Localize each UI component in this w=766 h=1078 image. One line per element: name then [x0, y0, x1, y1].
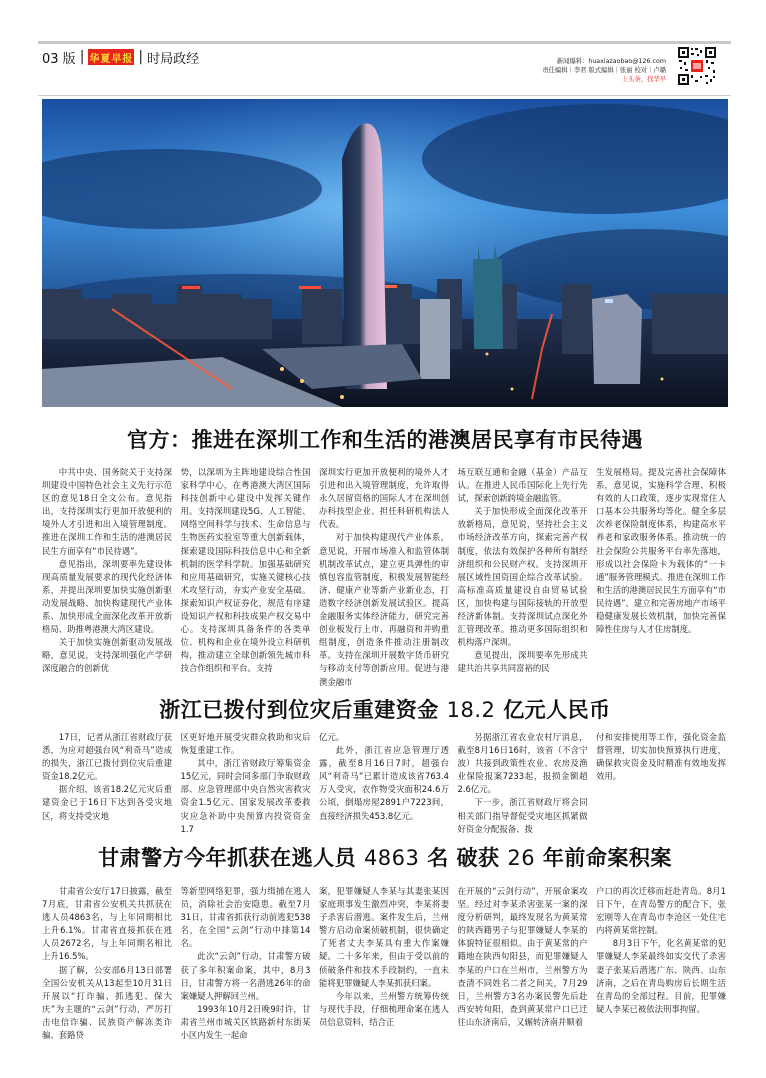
paragraph: 亿元。: [319, 732, 345, 742]
paragraph: 意见指出，深圳要率先建设体现高质量发展要求的现代化经济体系，并提出深圳要加快实施创新驱动发展战略、加快构建现代产业体系、加快形成全面深化改革开放新格局、助推粤港澳大湾区建设。: [42, 558, 172, 635]
headline-text: 亿元人民币: [503, 698, 611, 722]
divider: |: [138, 49, 144, 65]
paragraph: 等新型网络犯罪，强力缉捕在逃人员，消除社会治安隐患。截至7月31日，甘肃省抓获行动前逃犯538名，在全国“云剑”行动中排第14名。: [180, 886, 311, 949]
paragraph: 对于加快构建现代产业体系，意见说，开展市场准入和监管体制机制改革试点，建立更具弹性的审慎包容监管制度，积极发展智能经济、健康产业等新产业新业态，打造数字经济创新发展试验区。提高金融服务实体经济能力，研究完善创业板发行上市、再融资和并购重组制度，创造条件推动注册制改革。支持在深圳开展数字货币研究与移动支付等创新应用。促进与港澳金融市: [319, 532, 449, 686]
paragraph: 另据浙江省农业农村厅消息，截至8月16日16时，该省（不含宁波）共接到政策性农业、农房及渔业保险报案7233起，报损金额超2.6亿元。: [457, 732, 588, 795]
paragraph: 在开展的“云剑行动”，开展命案攻坚。经过对李某杀害张某一案的深度分析研判，最终发现名为黄某常的陕西籍男子与犯罪嫌疑人李某的体貌特征很相似。由于黄某常的户籍地在陕西旬阳县，而犯罪嫌疑人李某的户口在兰州市，兰州警方为查清不同姓名二者之间关，7月29日，兰州警方3名办案民警先后赴西安转旬阳，查到黄某常户口已迁往山东济南后，又辗转济南并顺着: [457, 886, 588, 1027]
article-2-headline: [40, 694, 730, 724]
paragraph: 关于加快形成全面深化改革开放新格局，意见说，坚持社会主义市场经济改革方向，探索完善产权制度，依法有效保护各种所有制经济组织和公民财产权。支持深圳开展区域性国资国企综合改革试验。高标准高质量建设自由贸易试验区，加快构建与国际接轨的开放型经济新体制。支持深圳试点深化外汇管理改革。推动更多国际组织和机构落户深圳。: [457, 506, 588, 648]
paragraph: 1993年10月2日晚9时许，甘肃省兰州市城关区铁路新村东街某小区内发生一起命: [180, 1003, 311, 1041]
paragraph: 案，犯罪嫌疑人李某与其妻张某因家庭琐事发生激烈冲突，李某将妻子杀害后潜逃。案件发生后，兰州警方启动命案侦破机制，很快确定了死者丈夫李某具有重大作案嫌疑。二十多年来，但由于受以前的侦破条件和技术手段制约，一直未能将犯罪嫌疑人李某抓获归案。: [319, 886, 449, 988]
masthead-info: [542, 57, 666, 84]
paper-logo: 华夏早报: [88, 49, 134, 65]
article-column: [458, 466, 588, 686]
paragraph: 甘肃省公安厅17日披露，截至7月底，甘肃省公安机关共抓获在逃人员4863名，与上年同期相比上升6.1%。甘肃省直接抓获在逃人员2672名，与上年同期名相比上升16.5%。: [42, 886, 172, 962]
editors-line: 责任编辑｜李君 版式编辑｜张丽 校对｜卢璐: [542, 67, 666, 74]
paragraph: 据了解，公安部6月13日部署全国公安机关从13起至10月31日开展以“打诈骗、抓逃犯、保大庆”为主题的“云剑”行动，严厉打击电信诈骗、民族资产解冻类诈骗、套路贷: [42, 964, 172, 1041]
paragraph: 其中，浙江省财政厅筹集资金15亿元，同时会同多部门争取财政部、应急管理部中央自然灾害救灾资金1.5亿元、国家发展改革委救灾应急补助中央预算内投资资金1.7: [180, 758, 311, 834]
shenzhen-skyline-photo: [42, 99, 728, 407]
article-column: [181, 731, 311, 843]
headline-text: 名 破获: [427, 846, 500, 870]
article-3-headline: [40, 842, 730, 872]
headline-text: 浙江已拨付到位灾后重建资金: [159, 698, 439, 722]
article-1-body: [42, 466, 732, 686]
article-column: [319, 731, 449, 843]
header-rule: [38, 41, 731, 44]
paragraph: 今年以来，兰州警方统筹传统与现代手段，仔细梳理命案在逃人员信息资料，结合正: [319, 990, 449, 1027]
paragraph: 此次“云剑”行动，甘肃警方破获了多年积案命案，其中，8月3日，甘肃警方将一名潜逃26年的命案嫌疑人押解回兰州。: [180, 951, 311, 1001]
paragraph: 中共中央、国务院关于支持深圳建设中国特色社会主义先行示范区的意见18日全文公布。意见指出，支持深圳实行更加开放便利的境外人才引进和出入境管理制度。推进在深圳工作和生活的港澳居民民生方面享有“市民待遇”。: [42, 467, 172, 556]
page-number: 03 版: [42, 51, 76, 67]
paragraph: 深圳实行更加开放便利的境外人才引进和出入境管理制度，允许取得永久居留资格的国际人才在深圳创办科技型企业、担任科研机构法人代表。: [319, 467, 449, 530]
paragraph: 势，以深圳为主阵地建设综合性国家科学中心，在粤港澳大湾区国际科技创新中心建设中发挥关键作用。支持深圳建设5G、人工智能、网络空间科学与技术、生命信息与生物医药实验室等重大创新载体，探索建设国际科技信息中心和全新机制的医学科学院。加强基础研究和应用基础研究，实施关键核心技术攻坚行动，夯实产业安全基础。探索知识产权证券化，规范有序建设知识产权和科技成果产权交易中心。支持深圳具备条件的各类单位、机构和企业在境外设立科研机构，推动建立全球创新领先城市科技合作组织和平台。支持: [180, 467, 311, 674]
headline-number: 18.2: [446, 698, 496, 722]
article-column: [596, 731, 726, 843]
article-2-body: [42, 731, 732, 843]
qr-code-icon: [677, 46, 717, 86]
slogan: 上头条，找华早: [621, 76, 666, 83]
header-separator: [38, 95, 731, 96]
paragraph: 8月3日下午，化名黄某常的犯罪嫌疑人李某最终如实交代了杀害妻子张某后潜逃广东、陕西、山东济南，之后在青岛购房后长期生活在青岛的全部过程。目前，犯罪嫌疑人李某已被依法刑事拘留。: [596, 938, 726, 1014]
article-column: [596, 885, 726, 1065]
paragraph: 户口的再次迁移而赶赴青岛。8月1日下午，在青岛警方的配合下，张宏刚等人在青岛市李沧区一处住宅内将黄某常控制。: [596, 886, 726, 936]
page-header: [42, 47, 199, 67]
paragraph: 关于加快实施创新驱动发展战略，意见说，支持深圳强化产学研深度融合的创新优: [42, 637, 172, 674]
article-1-headline: 官方：推进在深圳工作和生活的港澳居民享有市民待遇: [127, 428, 643, 452]
paragraph: 下一步，浙江省财政厅将会同相关部门指导督促受灾地区抓紧做好资金分配报备、拨: [457, 797, 588, 834]
paragraph: 付和安排使用等工作，强化资金监督管理，切实加快预算执行进度，确保救灾资金及时精准有效地发挥效用。: [596, 732, 726, 782]
article-column: [319, 885, 449, 1065]
article-column: [181, 466, 311, 686]
paragraph: 场互联互通和金融（基金）产品互认。在推进人民币国际化上先行先试，探索创新跨境金融监管。: [457, 467, 588, 504]
paragraph: 此外，浙江省应急管理厅透露，截至8月16日7时，超强台风“利奇马”已累计造成该省763.4万人受灾，农作物受灾面积24.6万公顷，倒塌房屋2891户7223间，直接经济损失453.8亿元。: [319, 745, 449, 821]
section-name: 时局政经: [147, 51, 200, 67]
article-column: [319, 466, 449, 686]
article-3-body: [42, 885, 732, 1065]
paragraph: 17日，记者从浙江省财政厅获悉，为应对超强台风“利奇马”造成的损失，浙江已拨付到位灾后重建资金18.2亿元。: [42, 732, 172, 782]
article-column: [42, 466, 172, 686]
headline-number: 26: [507, 846, 536, 870]
headline-text: 甘肃警方今年抓获在逃人员: [98, 846, 357, 870]
article-column: [458, 885, 588, 1065]
paragraph: 区更好地开展受灾群众救助和灾后恢复重建工作。: [180, 732, 311, 756]
divider: |: [79, 49, 85, 65]
article-column: [42, 731, 172, 843]
article-column: [42, 885, 172, 1065]
paragraph: 据介绍，该省18.2亿元灾后重建资金已于16日下达到各受灾地区，将支持受灾地: [42, 784, 172, 821]
paragraph: 生发展格局。提及完善社会保障体系，意见说，实施科学合理、积极有效的人口政策，逐步实现常住人口基本公共服务均等化。健全多层次养老保险制度体系，构建高水平养老和家政服务体系。推动统一的社会保险公共服务平台率先落地，形成以社会保险卡为载体的“一卡通”服务管理模式。推进在深圳工作和生活的港澳居民民生方面享有“市民待遇”。建立和完善房地产市场平稳健康发展长效机制，加快完善保障性住房与人才住房制度。: [596, 467, 726, 635]
article-column: [458, 731, 588, 843]
headline-number: 4863: [363, 846, 420, 870]
tip-line: 新闻爆料：huaxiazaobao@126.com: [556, 58, 666, 65]
article-column: [596, 466, 726, 686]
paragraph: 意见提出，深圳要率先形成共建共治共享共同富裕的民: [457, 650, 588, 674]
headline-text: 年前命案积案: [542, 846, 672, 870]
article-column: [181, 885, 311, 1065]
